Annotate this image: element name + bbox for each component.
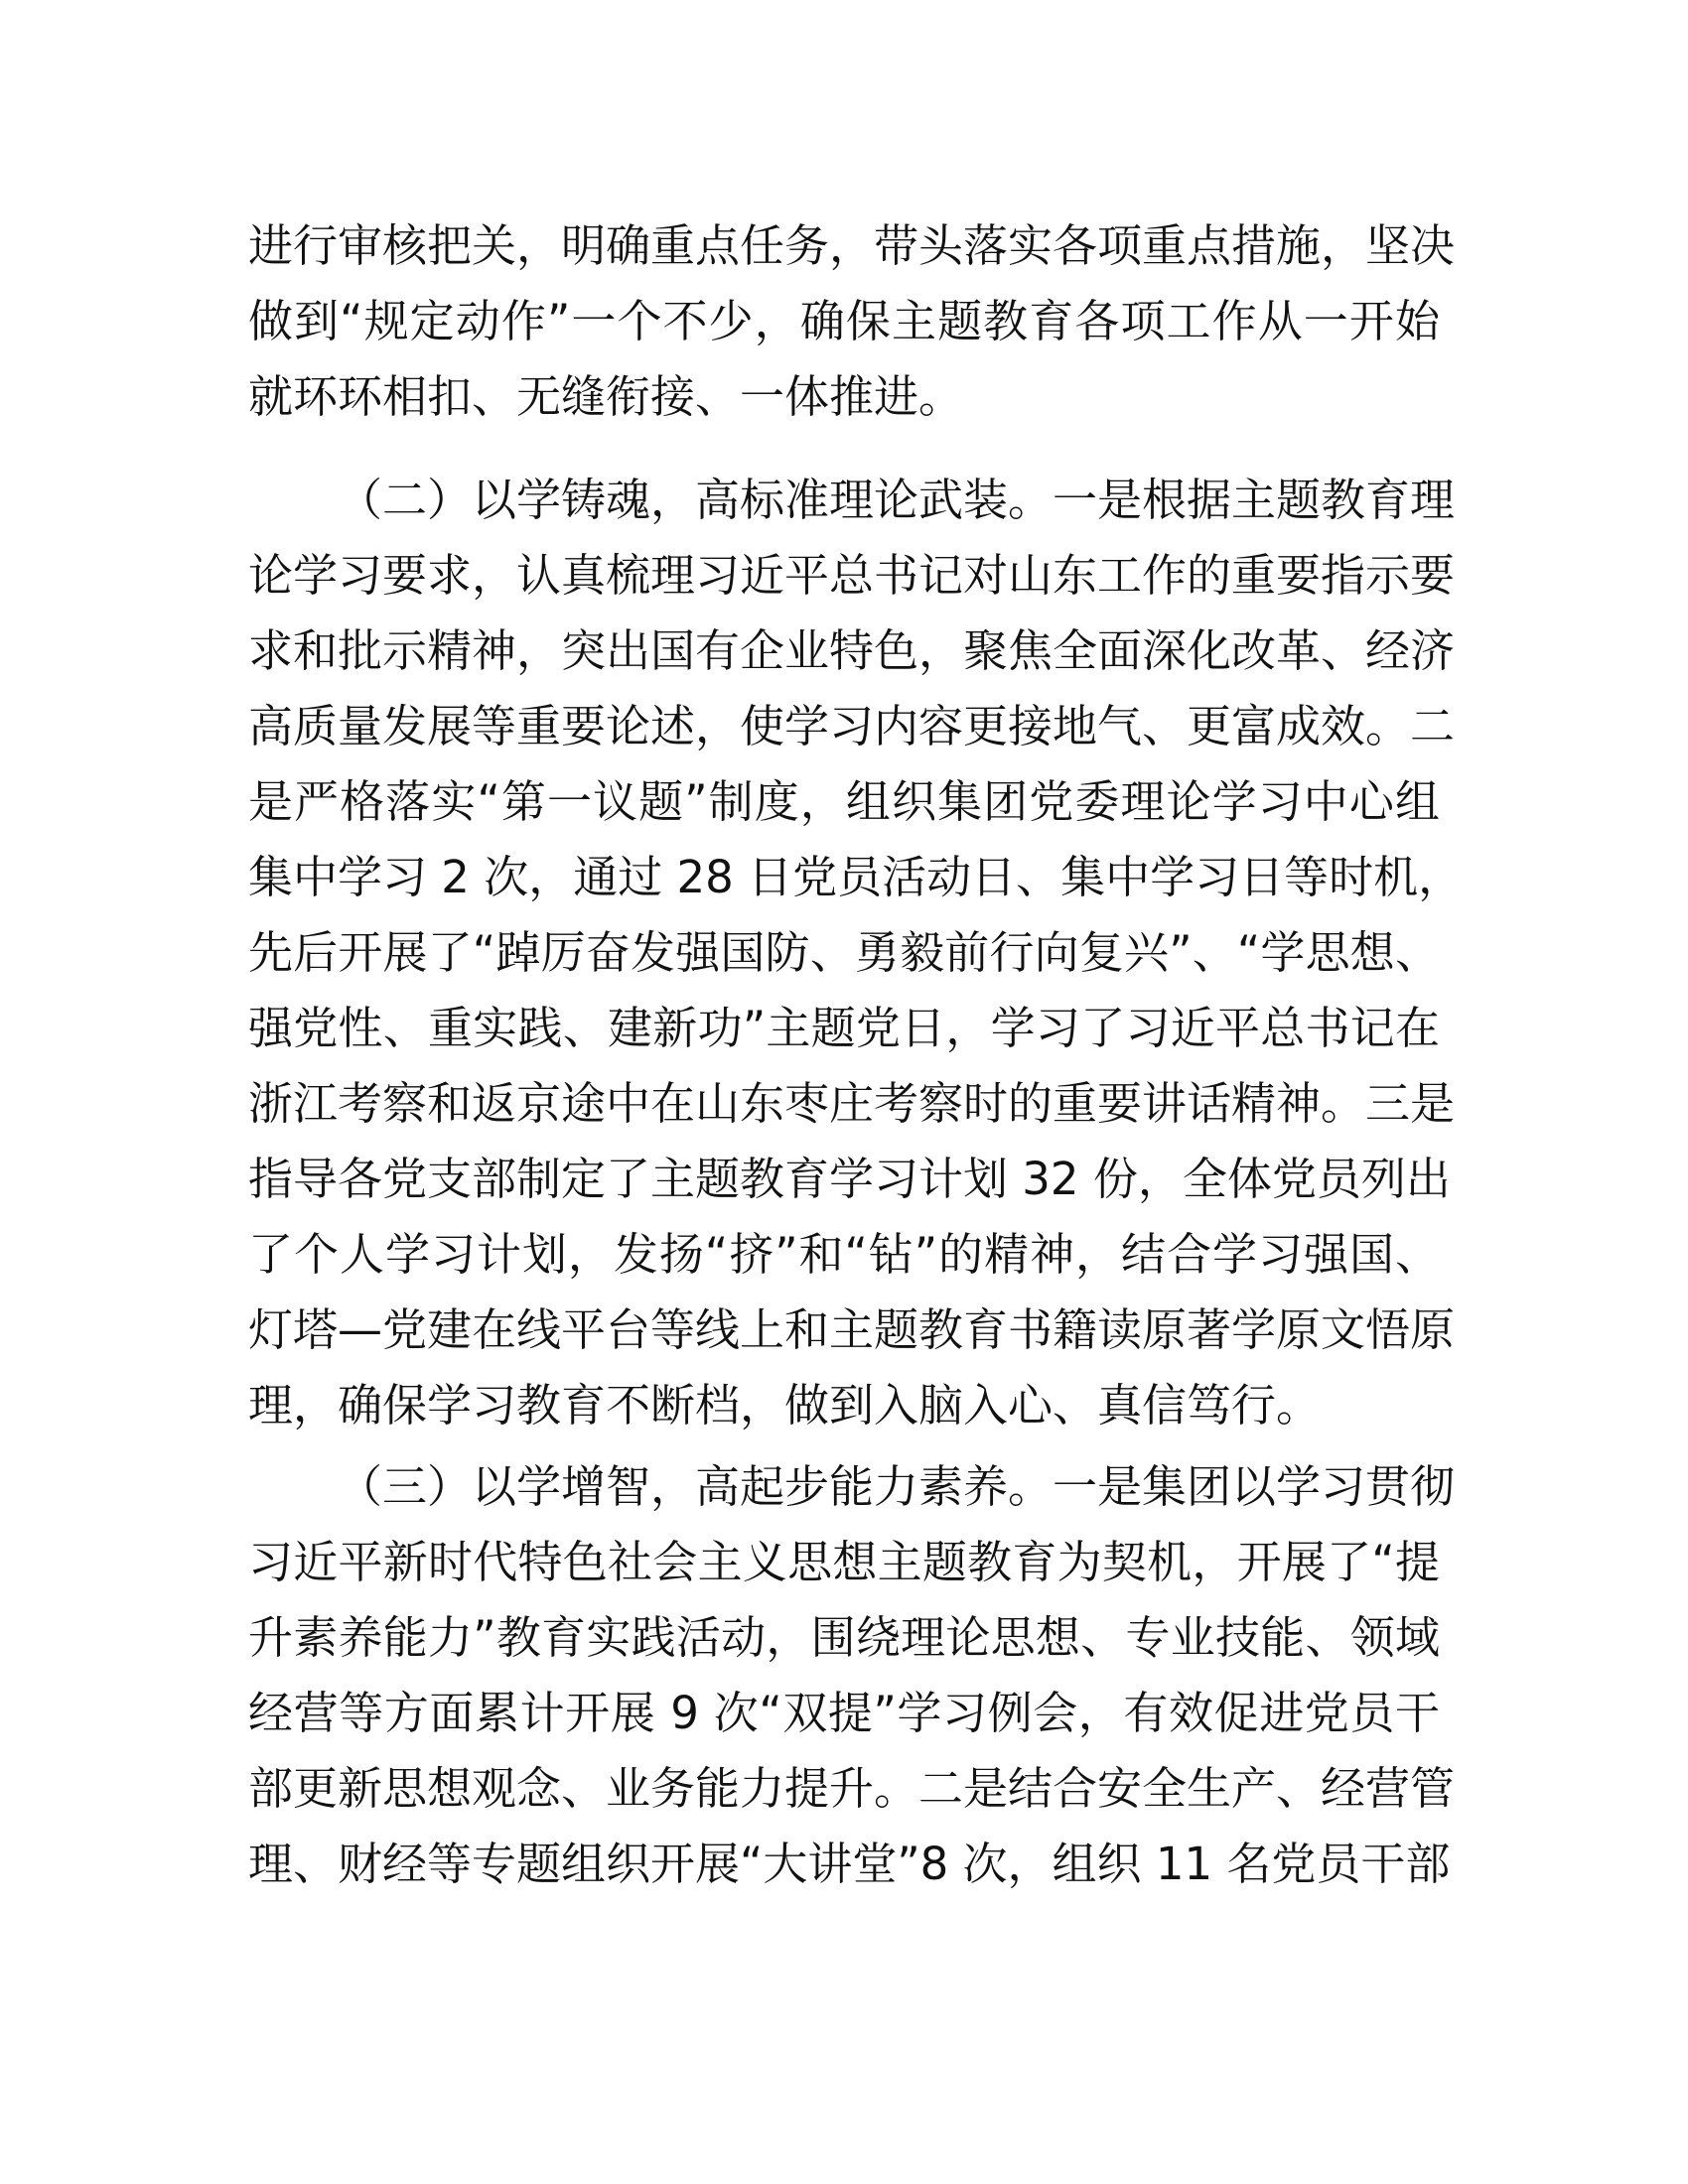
paragraph-line: 理、财经等专题组织开展“大讲堂”8 次，组织 11 名党员干部: [248, 1838, 1451, 1890]
paragraph-line: 是严格落实“第一议题”制度，组织集团党委理论学习中心组: [248, 775, 1440, 828]
paragraph-line: 了个人学习计划，发扬“挤”和“钻”的精神，结合学习强国、: [248, 1228, 1440, 1281]
paragraph-1: [248, 208, 1456, 435]
paragraph-line: 浙江考察和返京途中在山东枣庄考察时的重要讲话精神。三是: [248, 1077, 1456, 1130]
paragraph-line: 灯塔—党建在线平台等线上和主题教育书籍读原著学原文悟原: [248, 1303, 1456, 1356]
paragraph-line: 先后开展了“踔厉奋发强国防、勇毅前行向复兴”、“学思想、: [248, 926, 1440, 979]
paragraph-line: 做到“规定动作”一个不少，确保主题教育各项工作从一开始: [248, 295, 1440, 347]
paragraph-3: [248, 1449, 1456, 1902]
paragraph-line: 部更新思想观念、业务能力提升。二是结合安全生产、经营管: [248, 1762, 1456, 1815]
paragraph-line: 进行审核把关，明确重点任务，带头落实各项重点措施，坚决: [248, 219, 1456, 272]
paragraph-line: 论学习要求，认真梳理习近平总书记对山东工作的重要指示要: [248, 549, 1456, 602]
paragraph-line: 求和批示精神，突出国有企业特色，聚焦全面深化改革、经济: [248, 624, 1456, 677]
paragraph-line: 升素养能力”教育实践活动，围绕理论思想、专业技能、领域: [248, 1611, 1440, 1664]
paragraph-line: 就环环相扣、无缝衔接、一体推进。: [248, 370, 964, 423]
paragraph-2: [248, 463, 1464, 1443]
paragraph-line: 集中学习 2 次，通过 28 日党员活动日、集中学习日等时机，: [248, 851, 1464, 903]
paragraph-line: 经营等方面累计开展 9 次“双提”学习例会，有效促进党员干: [248, 1687, 1440, 1739]
paragraph-line: （二）以学铸魂，高标准理论武装。一是根据主题教育理: [338, 474, 1456, 526]
paragraph-line: 理，确保学习教育不断档，做到入脑入心、真信笃行。: [248, 1379, 1322, 1432]
paragraph-line: 高质量发展等重要论述，使学习内容更接地气、更富成效。二: [248, 700, 1456, 752]
paragraph-line: 指导各党支部制定了主题教育学习计划 32 份，全体党员列出: [248, 1153, 1451, 1205]
paragraph-line: 强党性、重实践、建新功”主题党日，学习了习近平总书记在: [248, 1002, 1440, 1054]
paragraph-line: 习近平新时代特色社会主义思想主题教育为契机，开展了“提: [248, 1536, 1440, 1588]
paragraph-line: （三）以学增智，高起步能力素养。一是集团以学习贯彻: [338, 1460, 1456, 1513]
